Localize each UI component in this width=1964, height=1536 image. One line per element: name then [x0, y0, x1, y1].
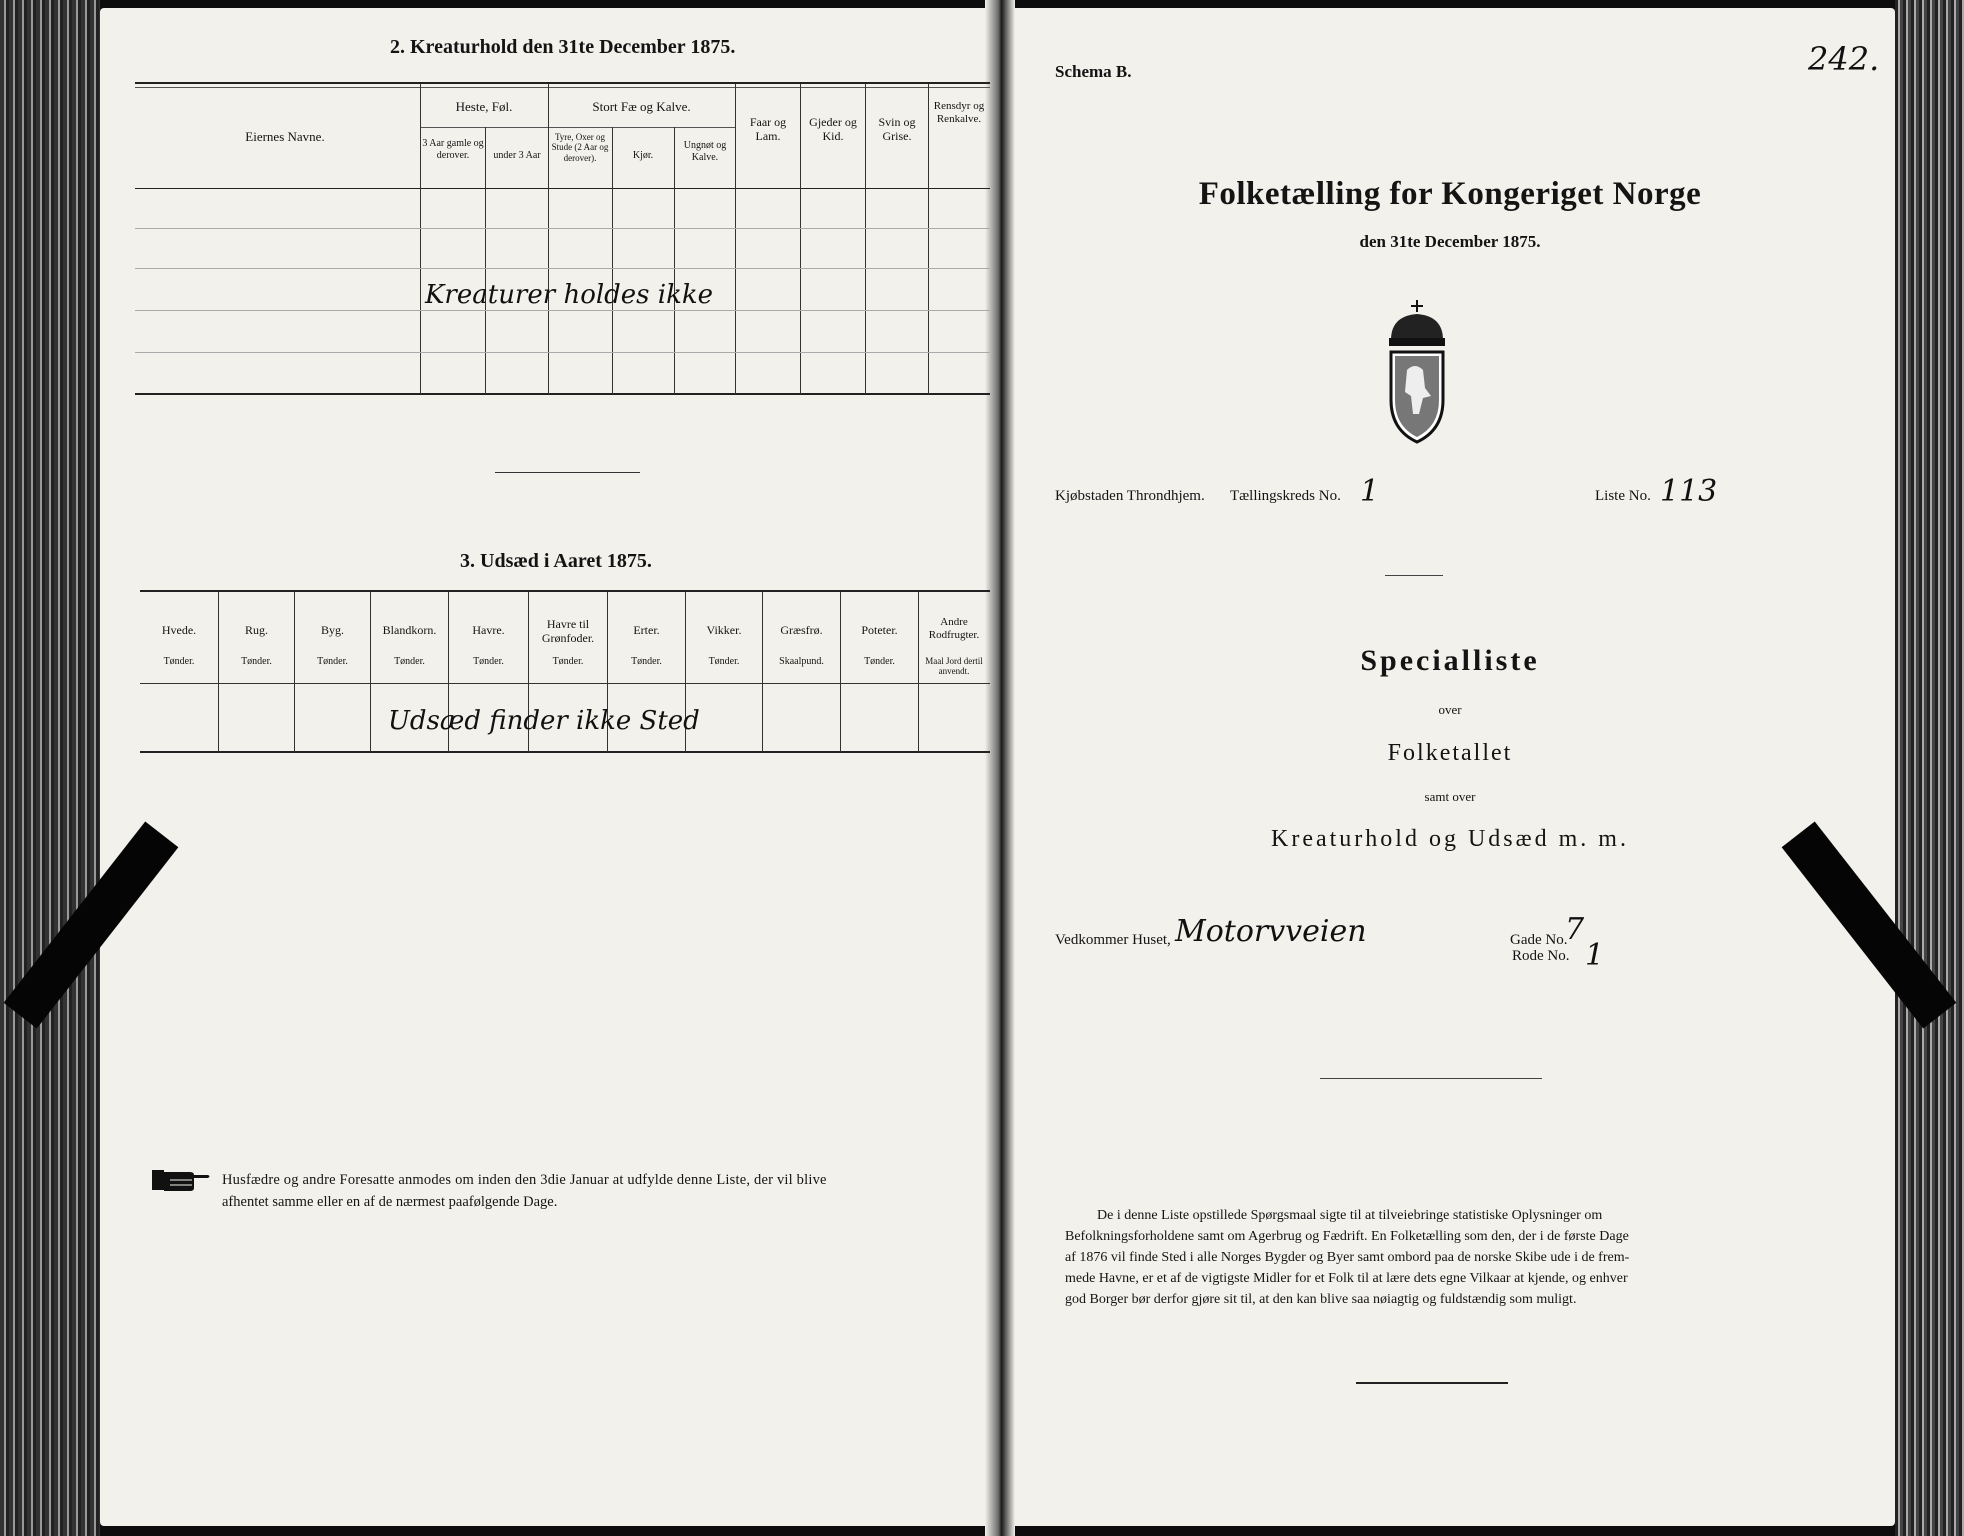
s3-col-unit: Maal Jord dertil anvendt. — [925, 656, 983, 677]
col-sheep: Faar og Lam. — [749, 115, 787, 143]
col-horses-3yr: 3 Aar gamle og derover. — [422, 138, 484, 161]
book-edge-right — [1895, 0, 1964, 1536]
info-paragraph-line: af 1876 vil finde Sted i alle Norges Bygder og Byer samt ombord paa de norske Skibe ude i de frem- — [1065, 1250, 1630, 1265]
s3-col-name: Havre. — [472, 623, 505, 637]
s2-top-rule-2 — [135, 87, 990, 88]
s3-col-name: Poteter. — [861, 623, 898, 637]
col-goats: Gjeder og Kid. — [809, 115, 857, 143]
col-bulls-oxen: Tyre, Oxer og Stude (2 Aar og derover). — [551, 132, 609, 163]
s2-vline — [548, 84, 549, 394]
s3-col-unit: Tønder. — [864, 656, 895, 667]
s3-vline — [840, 592, 841, 752]
s2-subhead-rule — [420, 127, 735, 128]
rode-number: 1 — [1585, 938, 1605, 973]
specialliste-heading: Specialliste — [1360, 644, 1540, 677]
s3-col-name: Havre til Grønfoder. — [541, 617, 595, 645]
s3-col-unit: Tønder. — [708, 656, 740, 667]
kreds-label: Tællingskreds No. — [1230, 488, 1341, 504]
liste-label: Liste No. — [1595, 488, 1651, 504]
pointing-hand-icon — [150, 1166, 212, 1199]
info-paragraph-line: mede Havne, er et af de vigtigste Midler for et Folk til at lære dets egne Vilkaar at kjende, og enhver — [1065, 1271, 1628, 1286]
notice-line-1: Husfædre og andre Foresatte anmodes om inden den 3die Januar at udfylde denne Liste, der vil blive — [222, 1172, 827, 1188]
s2-bottom-rule — [135, 393, 990, 395]
s3-col-name: Rug. — [244, 623, 268, 637]
s3-vline — [218, 592, 219, 752]
s3-col-name: Vikker. — [706, 623, 742, 637]
handwritten-sowing-note: Udsæd finder ikke Sted — [388, 706, 700, 736]
info-paragraph-line: De i denne Liste opstillede Spørgsmaal sigte til at tilveiebringe statistiske Oplysninger om — [1097, 1208, 1603, 1223]
s3-col-name: Blandkorn. — [382, 623, 437, 637]
s3-col-unit: Tønder. — [163, 656, 195, 667]
s3-col-unit: Tønder. — [241, 656, 272, 667]
divider-short — [1385, 575, 1443, 576]
kreds-number: 1 — [1360, 474, 1380, 509]
schema-label: Schema B. — [1055, 62, 1132, 81]
s3-bottom-rule — [140, 751, 990, 753]
info-paragraph-line: god Borger bør derfor gjøre sit til, at den kan blive saa nøiagtig og fuldstændig som muligt. — [1065, 1292, 1577, 1307]
s3-vline — [370, 592, 371, 752]
s2-vline — [612, 127, 613, 394]
handwritten-livestock-note: Kreaturer holdes ikke — [425, 280, 714, 310]
samt-over-text: samt over — [1424, 789, 1476, 804]
s3-vline — [294, 592, 295, 752]
s2-row-line — [135, 352, 990, 353]
s2-top-rule — [135, 82, 990, 84]
s3-col-name: Erter. — [633, 623, 660, 637]
section3-title: 3. Udsæd i Aaret 1875. — [460, 550, 652, 572]
notice-line-2: afhentet samme eller en af de nærmest paafølgende Dage. — [222, 1194, 558, 1210]
s3-head-rule — [140, 683, 990, 684]
col-horses-under3: under 3 Aar — [493, 150, 541, 161]
s3-col-name: Byg. — [320, 623, 344, 637]
info-paragraph-line: Befolkningsforholdene samt om Agerbrug og Fædrift. En Folketælling som den, der i de første Dage — [1065, 1229, 1629, 1244]
col-young-cattle: Ungnøt og Kalve. — [683, 140, 727, 163]
page-number: 242. — [1808, 40, 1880, 78]
s2-vline — [674, 127, 675, 394]
kreaturhold-heading: Kreaturhold og Udsæd m. m. — [1271, 826, 1629, 852]
info-paragraph — [1065, 1205, 1797, 1310]
s3-col-unit: Tønder. — [631, 656, 662, 667]
s2-row-line — [135, 228, 990, 229]
s2-row-line — [135, 310, 990, 311]
s2-vline — [485, 127, 486, 394]
rode-label: Rode No. — [1512, 948, 1570, 964]
coat-of-arms-icon — [1377, 300, 1457, 450]
vedkommer-label: Vedkommer Huset, — [1055, 932, 1171, 948]
s3-col-name: Andre Rodfrugter. — [928, 616, 980, 641]
book-gutter — [985, 0, 1015, 1536]
col-cows: Kjør. — [632, 150, 654, 161]
s3-col-unit: Skaalpund. — [779, 656, 824, 667]
s3-col-unit: Tønder. — [394, 656, 425, 667]
s2-head-bottom-rule — [135, 188, 990, 189]
book-edge-left — [0, 0, 100, 1536]
col-owner-names: Eiernes Navne. — [245, 129, 325, 144]
s3-vline — [762, 592, 763, 752]
s3-col-unit: Tønder. — [473, 656, 504, 667]
folketallet-text: Folketallet — [1387, 740, 1513, 766]
census-main-title: Folketælling for Kongeriget Norge — [1198, 176, 1702, 212]
section2-title: 2. Kreaturhold den 31te December 1875. — [390, 36, 736, 58]
s2-vline — [928, 84, 929, 394]
divider-short — [495, 472, 640, 473]
s2-row-line — [135, 268, 990, 269]
divider-bottom — [1356, 1382, 1508, 1384]
col-pigs: Svin og Grise. — [878, 115, 916, 143]
s3-col-unit: Tønder. — [552, 656, 584, 667]
gade-number: 7 — [1565, 912, 1585, 947]
col-reindeer: Rensdyr og Renkalve. — [933, 100, 985, 125]
s3-col-unit: Tønder. — [317, 656, 348, 667]
kjobstad-label: Kjøbstaden Throndhjem. — [1055, 488, 1205, 504]
col-horses: Heste, Føl. — [455, 99, 513, 114]
s3-col-name: Græsfrø. — [780, 623, 823, 637]
col-cattle: Stort Fæ og Kalve. — [592, 99, 691, 114]
over-text: over — [1438, 702, 1462, 717]
s3-top-rule — [140, 590, 990, 592]
s3-col-name: Hvede. — [161, 623, 197, 637]
street-name: Motorvveien — [1175, 914, 1367, 949]
liste-number: 113 — [1660, 474, 1718, 509]
divider-long — [1320, 1078, 1542, 1079]
s2-vline — [420, 84, 421, 394]
census-date: den 31te December 1875. — [1359, 232, 1541, 251]
s2-vline — [735, 84, 736, 394]
gade-label: Gade No. — [1510, 932, 1568, 948]
